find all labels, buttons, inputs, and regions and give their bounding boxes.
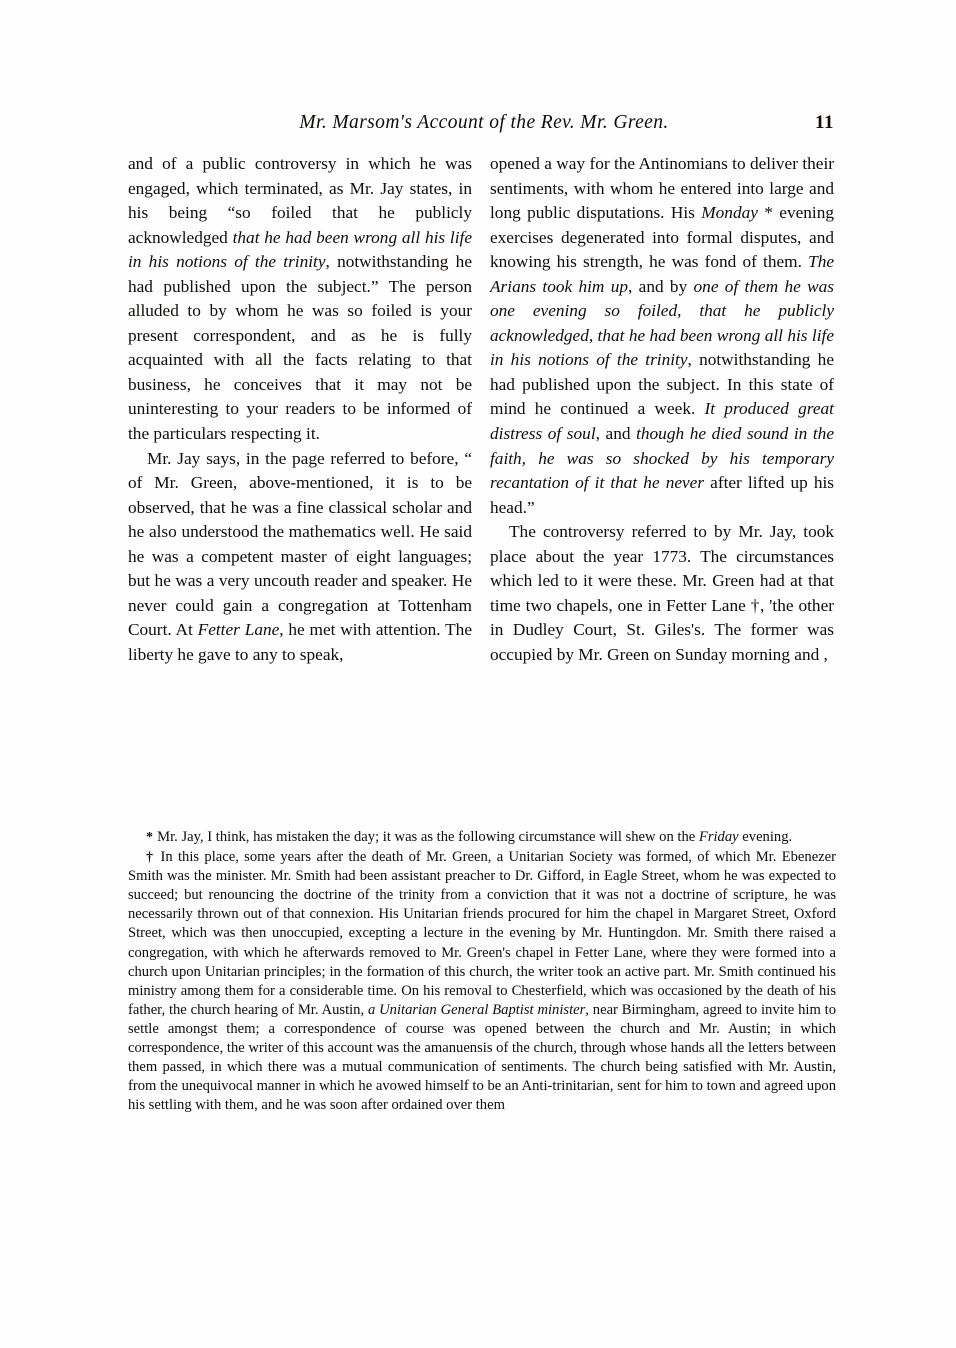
text-run: Mr. Jay, I think, has mistaken the day; it was as the following circumstance will shew on the: [153, 829, 699, 845]
italic-run: Friday: [698, 829, 739, 845]
body-columns: [128, 152, 834, 667]
italic-run: though he died sound in the faith, he was so shocked by his temporary recantation of it that he never: [490, 424, 834, 493]
text-run: , notwithstanding he had published upon the subject.” The person alluded to by whom he was so foiled is your present correspondent, and as he is fully acquainted with all the facts relating to that business, he conceives that it may not be uninteresting to your readers to be informed of the particulars respecting it.: [128, 252, 472, 444]
footnote-marker: *: [146, 830, 154, 845]
text-run: , he met with attention. The liberty he gave to any to speak,: [128, 620, 472, 664]
paragraph: [128, 152, 472, 447]
text-run: , near Birmingham, agreed to invite him to settle amongst them; a correspondence of course was opened between the church and Mr. Austin; in which correspondence, the writer of this account was the amanuensis of the church, through whose hands all the letters between them passed, in which there was a mutual communication of sentiments. The church being satisfied with Mr. Austin, from the unequivocal manner in which he avowed himself to be an Anti-trinitarian, sent for him to town and agreed upon his settling with them, and he was soon after ordained over them: [128, 1001, 836, 1114]
text-run: , and by: [628, 276, 694, 296]
italic-run: The Arians took him up: [490, 252, 834, 296]
text-run: evening.: [738, 829, 793, 845]
running-head: [128, 112, 834, 140]
italic-run: one of them he was one evening so foiled, that he publicly acknowledged, that he had been wrong all his life in his notions of the trinity: [490, 276, 834, 370]
paragraph: [490, 520, 834, 667]
text-run: In this place, some years after the death of Mr. Green, a Unitarian Society was formed, of which Mr. Ebenezer Smith was the minister. Mr. Smith had been assistant preacher to Dr. Gifford, in Eagle Street, whom he was expected to succeed; but renouncing the doctrine of the trinity from a conviction that it was not a doctrine of scripture, he was necessarily thrown out of that connexion. His Unitarian friends procured for him the chapel in Margaret Street, Oxford Street, which was then unoccupied, excepting a lecture in the evening by Mr. Huntingdon. Mr. Smith there raised a congregation, with which he afterwards removed to Mr. Green's chapel in Fetter Lane, where they were formed into a church upon Unitarian principles; in the formation of this church, the writer took an active part. Mr. Smith continued his ministry among them for a considerable time. On his removal to Chesterfield, which was occasioned by the death of his father, the church hearing of Mr. Austin,: [128, 849, 836, 1018]
italic-run: It produced great distress of soul: [490, 399, 834, 444]
text-run: , and: [595, 424, 637, 444]
column-left: [128, 152, 472, 667]
italic-run: that he had been wrong all his life in his notions of the trinity: [128, 227, 472, 272]
page-number: 11: [815, 112, 834, 133]
footnote-marker: †: [146, 850, 156, 866]
text-run: The controversy referred to by Mr. Jay, took place about the year 1773. The circumstances which led to it were these. Mr. Green had at that time two chapels, one in Fetter Lane †, 'the other in Dudley Court, St. Giles's. The former was occupied by Mr. Green on Sunday morning and ,: [490, 522, 834, 664]
italic-run: a Unitarian General Baptist minister: [367, 1001, 586, 1018]
footnote: [128, 828, 836, 847]
footnote-block: [128, 828, 836, 1115]
footnote: [128, 848, 836, 1115]
text-run: , notwithstanding he had published upon the subject. In this state of mind he continued a week.: [490, 350, 834, 419]
text-run: after lifted up his head.”: [490, 473, 834, 517]
text-run: * evening exercises degenerated into formal disputes, and knowing his strength, he was fond of them.: [490, 203, 834, 272]
paragraph: [128, 447, 472, 668]
text-run: Mr. Jay says, in the page referred to before, “ of Mr. Green, above-mentioned, it is to be observed, that he was a fine classical scholar and he also understood the mathematics well. He said he was a competent master of eight languages; but he was a very uncouth reader and speaker. He never could gain a congregation at Tottenham Court. At: [128, 448, 472, 640]
text-run: opened a way for the Antinomians to deliver their sentiments, with whom he entered into large and long public disputations. His: [490, 154, 834, 223]
text-run: and of a public controversy in which he was engaged, which terminated, as Mr. Jay states, in his being “so foiled that he publicly acknowledged: [128, 154, 472, 247]
paragraph: [490, 152, 834, 520]
italic-run: Monday: [701, 203, 758, 223]
italic-run: Fetter Lane: [197, 620, 280, 640]
column-right: [490, 152, 834, 667]
page-title: Mr. Marsom's Account of the Rev. Mr. Green.: [299, 112, 669, 133]
